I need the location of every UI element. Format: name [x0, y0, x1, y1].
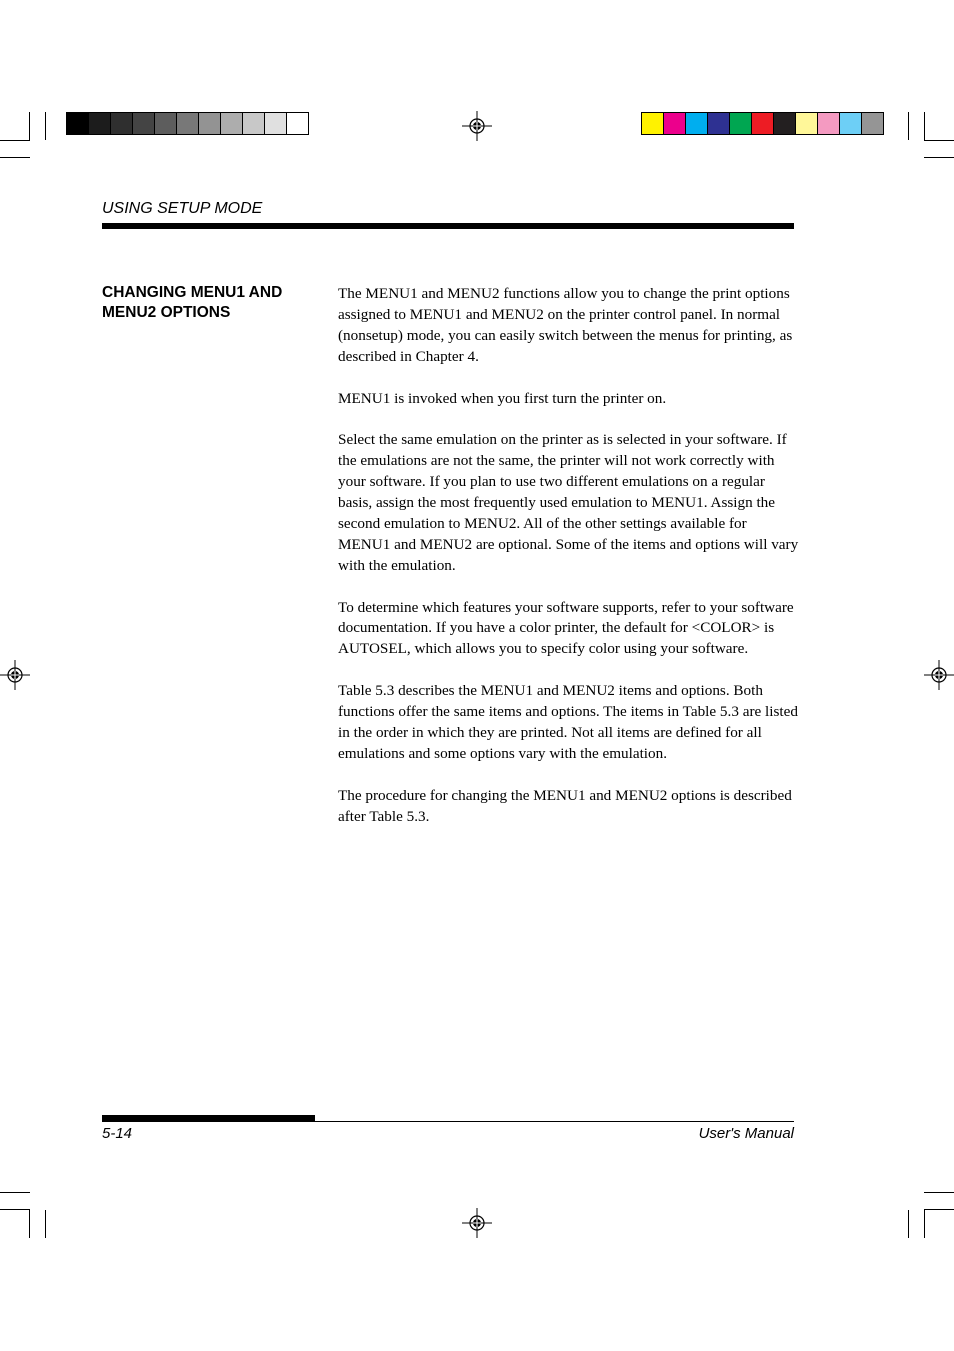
crop-mark [924, 1210, 925, 1238]
registration-mark-icon [0, 660, 30, 690]
calibration-swatch [243, 113, 265, 134]
calibration-swatch [752, 113, 774, 134]
crop-mark [924, 1209, 954, 1210]
paragraph: The MENU1 and MENU2 functions allow you to change the print options assigned to MENU1 and MENU2 on the printer control panel. In normal (nonsetup) mode, you can easily switch between the menus for printing, as described in Chapter 4. [338, 285, 793, 365]
registration-mark-icon [924, 660, 954, 690]
paragraph: MENU1 is invoked when you first turn the printer on. [338, 389, 667, 407]
crop-mark [29, 1210, 30, 1238]
calibration-swatch [155, 113, 177, 134]
calibration-swatch [67, 113, 89, 134]
calibration-swatch [686, 113, 708, 134]
registration-mark-icon [462, 111, 492, 141]
color-calibration-bar [641, 112, 884, 135]
crop-mark [0, 1209, 30, 1210]
registration-mark-icon [462, 1208, 492, 1238]
calibration-swatch [111, 113, 133, 134]
section-heading [102, 283, 322, 323]
crop-mark [29, 112, 30, 140]
calibration-swatch [862, 113, 883, 134]
calibration-swatch [265, 113, 287, 134]
calibration-swatch [664, 113, 686, 134]
crop-mark [908, 1210, 909, 1238]
crop-mark [45, 112, 46, 140]
crop-mark [924, 112, 925, 140]
paragraph: The procedure for changing the MENU1 and MENU2 options is described after Table 5.3. [338, 786, 792, 825]
section-heading-line: CHANGING MENU1 AND [102, 284, 283, 301]
calibration-swatch [89, 113, 111, 134]
crop-mark [924, 140, 954, 141]
crop-mark [924, 1192, 954, 1193]
calibration-swatch [642, 113, 664, 134]
footer-rule-thin [315, 1121, 794, 1122]
calibration-swatch [818, 113, 840, 134]
page-number: 5-14 [102, 1125, 133, 1142]
footer-rule-thick [102, 1115, 315, 1122]
grayscale-calibration-bar [66, 112, 309, 135]
crop-mark [0, 140, 30, 141]
running-header: USING SETUP MODE [102, 200, 263, 217]
paragraph: To determine which features your software supports, refer to your software documentation. If you have a color printer, the default for <COLOR> is AUTOSEL, which allows you to specify color using your software. [338, 598, 794, 658]
calibration-swatch [840, 113, 862, 134]
crop-mark [924, 157, 954, 158]
calibration-swatch [730, 113, 752, 134]
calibration-swatch [287, 113, 308, 134]
crop-mark [0, 157, 30, 158]
section-heading-line: MENU2 OPTIONS [102, 304, 231, 321]
paragraph: Select the same emulation on the printer as is selected in your software. If the emulations are not the same, the printer will not work correctly with your software. If you plan to use two different emulations on a regular basis, assign the most frequently used emulation to MENU1. Assign the second emulation to MENU2. All of the other settings available for MENU1 and MENU2 are optional. Some of the items and options will vary with the emulation. [338, 431, 799, 574]
calibration-swatch [177, 113, 199, 134]
crop-mark [45, 1210, 46, 1238]
calibration-swatch [774, 113, 796, 134]
header-rule [102, 223, 794, 229]
calibration-swatch [133, 113, 155, 134]
calibration-swatch [221, 113, 243, 134]
body-text [338, 284, 800, 848]
crop-mark [908, 112, 909, 140]
calibration-swatch [796, 113, 818, 134]
manual-title: User's Manual [698, 1125, 794, 1142]
paragraph: Table 5.3 describes the MENU1 and MENU2 items and options. Both functions offer the same items and options. The items in Table 5.3 are listed in the order in which they are printed. Not all items are defined for all emulations and some options vary with the emulation. [338, 682, 798, 762]
calibration-swatch [199, 113, 221, 134]
calibration-swatch [708, 113, 730, 134]
crop-mark [0, 1192, 30, 1193]
